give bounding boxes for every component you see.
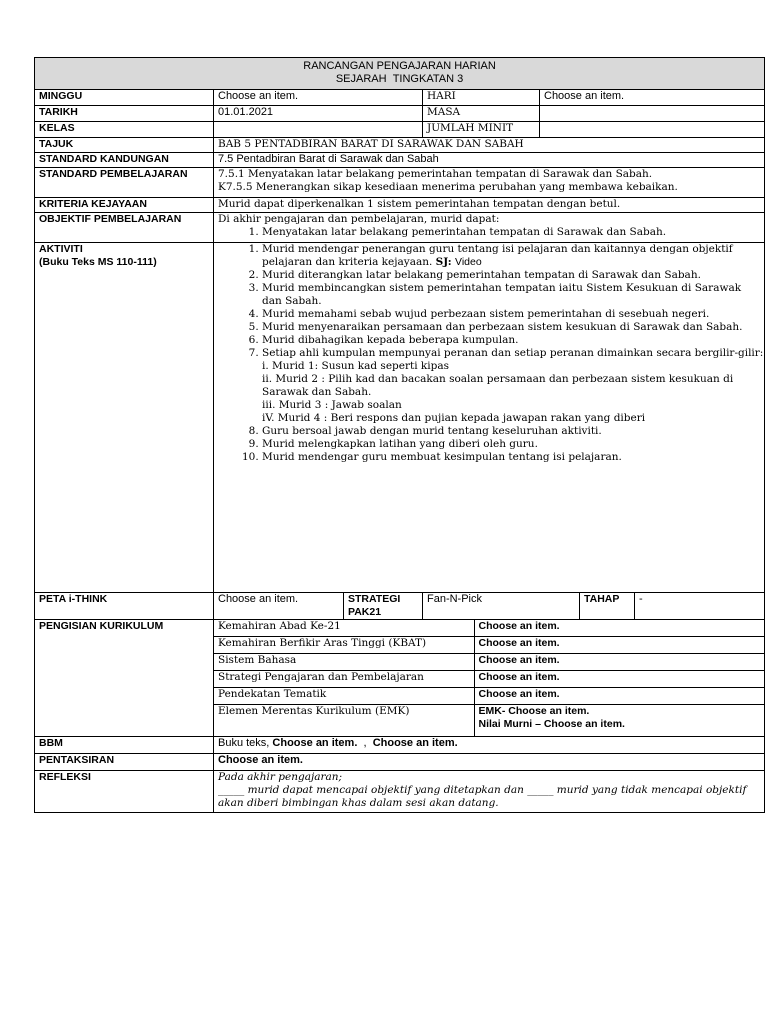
kurikulum-item-dropdown[interactable]: Choose an item. [474,653,765,670]
activity-item [262,243,764,269]
strategi-label: STRATEGI PAK21 [344,593,423,620]
aktiviti-label: AKTIVITI [39,243,83,255]
hari-dropdown[interactable]: Choose an item. [540,90,765,106]
objektif-intro: Di akhir pengajaran dan pembelajaran, murid dapat: [218,213,500,225]
activity-item: 10. Murid mendengar guru membuat kesimpulan tentang isi pelajaran. [262,451,764,464]
kelas-label: KELAS [35,122,214,138]
subject-name: SEJARAH [335,73,387,85]
refleksi-value[interactable] [214,771,765,813]
masa-label: MASA [423,106,540,122]
activity-item: 4. Murid memahami sebab wujud perbezaan sistem pemerintahan di sesebuah negeri. [262,308,764,321]
standard-pembelajaran-label: STANDARD PEMBELAJARAN [35,168,214,198]
sp-line-2: K7.5.5 Menerangkan sikap kesediaan menerima perubahan yang membawa kebaikan. [218,181,678,193]
activity-item: 6. Murid dibahagikan kepada beberapa kumpulan. [262,334,764,347]
lesson-plan-sheet [34,57,764,813]
refleksi-line-2: _____ murid dapat mencapai objektif yang ditetapkan dan _____ murid yang tidak mencapai objektif akan diberi bimbingan khas dalam sesi akan datang. [218,784,747,809]
activity-item: 8. Guru bersoal jawab dengan murid tentang keseluruhan aktiviti. [262,425,764,438]
role-1: i. Murid 1: Susun kad seperti kipas [262,360,449,372]
tarikh-value[interactable]: 01.01.2021 [214,106,423,122]
refleksi-line-1: Pada akhir pengajaran; [218,771,343,783]
aktiviti-sublabel: (Buku Teks MS 110-111) [39,256,157,268]
sj-video: Video [455,256,482,268]
activity-item: 5. Murid menyenaraikan persamaan dan perbezaan sistem kesukuan di Sarawak dan Sabah. [262,321,764,334]
plan-header [35,58,765,90]
pengisian-kurikulum-cell [214,620,765,737]
level-name: TINGKATAN 3 [392,73,464,85]
plan-title: RANCANGAN PENGAJARAN HARIAN [303,60,496,72]
kriteria-kejayaan-value: Murid dapat diperkenalkan 1 sistem pemerintahan tempatan dengan betul. [214,198,765,213]
standard-kandungan-label: STANDARD KANDUNGAN [35,153,214,168]
kurikulum-item-name: Kemahiran Abad Ke-21 [214,620,474,636]
minggu-dropdown[interactable]: Choose an item. [214,90,423,106]
peta-ithink-label: PETA i-THINK [35,593,214,620]
tahap-label: TAHAP [580,593,635,620]
activity-list [218,243,764,464]
standard-pembelajaran-value [214,168,765,198]
hari-label: HARI [423,90,540,106]
objektif-list [218,226,764,239]
activity-7-text: 7. Setiap ahli kumpulan mempunyai peranan dan setiap peranan dimainkan secara bergilir-gilir: [262,347,764,359]
pentaksiran-label: PENTAKSIRAN [35,754,214,771]
tajuk-label: TAJUK [35,138,214,153]
kriteria-kejayaan-label: KRITERIA KEJAYAAN [35,198,214,213]
kurikulum-item-dropdown[interactable]: Choose an item. [474,620,765,636]
kurikulum-item-dropdown[interactable]: Choose an item. [474,636,765,653]
strategi-value: Fan-N-Pick [423,593,580,620]
bbm-value [214,737,765,754]
role-4: iV. Murid 4 : Beri respons dan pujian kepada jawapan rakan yang diberi [262,412,646,424]
kelas-value[interactable] [214,122,423,138]
peta-ithink-dropdown[interactable]: Choose an item. [214,593,344,620]
pentaksiran-dropdown[interactable]: Choose an item. [214,754,765,771]
kurikulum-item-name: Pendekatan Tematik [214,687,474,704]
masa-value[interactable] [540,106,765,122]
nilai-murni-dropdown[interactable]: Nilai Murni – Choose an item. [478,717,625,730]
role-2: ii. Murid 2 : Pilih kad dan bacakan soalan persamaan dan perbezaan sistem kesukuan di Sarawak dan Sabah. [262,373,734,398]
plan-subtitle [35,73,764,86]
objektif-value [214,213,765,243]
sj-label: SJ: [435,256,452,268]
tarikh-label: TARIKH [35,106,214,122]
bbm-dropdown-1[interactable]: Choose an item. [272,737,358,749]
activity-item [262,347,764,425]
emk-cell [474,704,765,736]
bbm-prefix: Buku teks, [218,737,270,749]
kurikulum-item-name: Sistem Bahasa [214,653,474,670]
lesson-plan-table [34,57,765,813]
objektif-item: 1. Menyatakan latar belakang pemerintahan tempatan di Sarawak dan Sabah. [262,226,764,239]
kurikulum-item-name: Kemahiran Berfikir Aras Tinggi (KBAT) [214,636,474,653]
bbm-dropdown-2[interactable]: Choose an item. [372,737,458,749]
activity-1-text: Murid mendengar penerangan guru tentang isi pelajaran dan kaitannya dengan objektif pelajaran dan kriteria kejayaan. [262,243,733,268]
kurikulum-item-dropdown[interactable]: Choose an item. [474,670,765,687]
objektif-label: OBJEKTIF PEMBELAJARAN [35,213,214,243]
emk-dropdown[interactable]: EMK- Choose an item. [478,704,590,717]
bbm-separator: , [363,737,367,749]
role-3: iii. Murid 3 : Jawab soalan [262,399,402,411]
activity-item: 2. Murid diterangkan latar belakang pemerintahan tempatan di Sarawak dan Sabah. [262,269,764,282]
jumlah-minit-label: JUMLAH MINIT [423,122,540,138]
pengisian-kurikulum-label: PENGISIAN KURIKULUM [35,620,214,737]
kurikulum-item-name: Elemen Merentas Kurikulum (EMK) [214,704,474,736]
aktiviti-label-cell [35,243,214,593]
kurikulum-item-dropdown[interactable]: Choose an item. [474,687,765,704]
tahap-value: - [635,593,765,620]
aktiviti-content [214,243,765,593]
standard-kandungan-value: 7.5 Pentadbiran Barat di Sarawak dan Sabah [214,153,765,168]
bbm-label: BBM [35,737,214,754]
jumlah-minit-value[interactable] [540,122,765,138]
kurikulum-item-name: Strategi Pengajaran dan Pembelajaran [214,670,474,687]
minggu-label: MINGGU [35,90,214,106]
activity-item: 9. Murid melengkapkan latihan yang diberi oleh guru. [262,438,764,451]
refleksi-label: REFLEKSI [35,771,214,813]
sp-line-1: 7.5.1 Menyatakan latar belakang pemerintahan tempatan di Sarawak dan Sabah. [218,168,653,180]
kurikulum-table [214,620,765,736]
activity-item: 3. Murid membincangkan sistem pemerintahan tempatan iaitu Sistem Kesukuan di Sarawak dan Sabah. [262,282,764,308]
tajuk-value: BAB 5 PENTADBIRAN BARAT DI SARAWAK DAN SABAH [214,138,765,153]
